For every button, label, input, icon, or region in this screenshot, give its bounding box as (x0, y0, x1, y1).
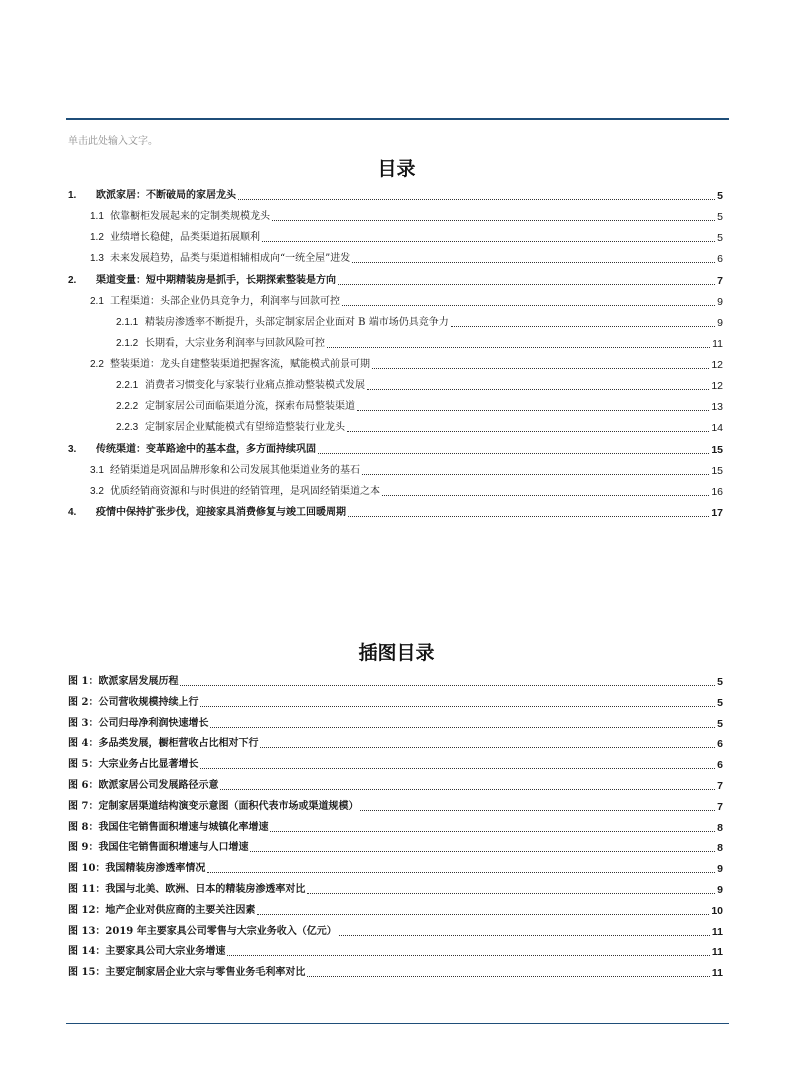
dot-leader (367, 388, 709, 390)
dot-leader (238, 198, 715, 200)
figure-entry-page: 6 (717, 738, 723, 750)
toc-entry-number: 3.2 (90, 486, 104, 497)
toc-entry-number: 1. (68, 190, 77, 201)
dot-leader (272, 219, 715, 221)
figure-entry-title: 图 13：2019 年主要家具公司零售与大宗业务收入（亿元） (68, 926, 337, 937)
figures-title: 插图目录 (358, 642, 435, 664)
toc-entry-title: 传统渠道：变革路途中的基本盘，多方面持续巩固 (96, 444, 316, 455)
figure-entry[interactable] (68, 799, 723, 813)
toc-entry[interactable] (68, 188, 723, 202)
toc-entry[interactable] (68, 273, 723, 287)
dot-leader (270, 830, 715, 832)
dot-leader (200, 767, 715, 769)
toc-entry-number: 3. (68, 444, 77, 455)
toc-entry-number: 2.1.2 (116, 338, 139, 349)
toc-entry-page: 12 (711, 359, 723, 371)
table-of-contents (68, 188, 723, 518)
figure-entry-title: 图 8：我国住宅销售面积增速与城镇化率增速 (68, 822, 269, 833)
toc-entry-title: 工程渠道：头部企业仍具竞争力，利润率与回款可控 (110, 296, 340, 307)
toc-entry-page: 5 (717, 232, 723, 244)
dot-leader (220, 788, 715, 790)
figure-entry-page: 7 (717, 801, 723, 813)
toc-entry-number: 1.3 (90, 253, 104, 264)
list-of-figures (68, 674, 723, 994)
toc-entry-page: 15 (711, 465, 723, 477)
toc-entry-number: 2.1.1 (116, 317, 139, 328)
toc-entry-title: 经销渠道是巩固品牌形象和公司发展其他渠道业务的基石 (110, 465, 360, 476)
toc-entry-title: 定制家居企业赋能模式有望缔造整装行业龙头 (145, 422, 345, 433)
toc-entry[interactable] (68, 336, 723, 350)
dot-leader (250, 850, 715, 852)
toc-entry-title: 未来发展趋势，品类与渠道相辅相成向“一统全屋”进发 (110, 253, 351, 264)
toc-entry[interactable] (68, 209, 723, 223)
toc-entry-title: 定制家居公司面临渠道分流，探索布局整装渠道 (145, 401, 355, 412)
figure-entry-page: 10 (711, 905, 723, 917)
toc-entry-page: 6 (717, 253, 723, 265)
toc-entry[interactable] (68, 484, 723, 498)
dot-leader (360, 809, 715, 811)
figure-entry-page: 5 (717, 697, 723, 709)
toc-entry[interactable] (68, 505, 723, 519)
toc-entry-number: 1.1 (90, 211, 104, 222)
toc-entry-page: 12 (711, 380, 723, 392)
toc-entry-number: 2.2.1 (116, 380, 139, 391)
dot-leader (342, 304, 715, 306)
toc-entry-number: 1.2 (90, 232, 104, 243)
dot-leader (200, 705, 715, 707)
dot-leader (327, 346, 710, 348)
toc-entry-number: 2.2.3 (116, 422, 139, 433)
figure-entry[interactable] (68, 861, 723, 875)
toc-entry[interactable] (68, 251, 723, 265)
toc-entry-number: 2.2 (90, 359, 104, 370)
figure-entry-title: 图 14：主要家具公司大宗业务增速 (68, 946, 226, 957)
toc-entry-page: 15 (711, 444, 723, 456)
dot-leader (257, 913, 709, 915)
dot-leader (451, 325, 715, 327)
figure-entry-page: 5 (717, 676, 723, 688)
figure-entry-page: 9 (717, 884, 723, 896)
toc-entry-title: 依靠橱柜发展起来的定制类规模龙头 (110, 211, 270, 222)
figure-entry-page: 7 (717, 780, 723, 792)
figure-entry-title: 图 9：我国住宅销售面积增速与人口增速 (68, 842, 249, 853)
dot-leader (227, 954, 709, 956)
toc-entry-number: 2.2.2 (116, 401, 139, 412)
header-placeholder-text[interactable]: 单击此处输入文字。 (68, 136, 158, 147)
dot-leader (362, 473, 709, 475)
dot-leader (382, 494, 709, 496)
toc-entry-page: 17 (711, 507, 723, 519)
figure-entry[interactable] (68, 820, 723, 834)
figure-entry-title: 图 4：多品类发展，橱柜营收占比相对下行 (68, 738, 259, 749)
figure-entry-title: 图 1：欧派家居发展历程 (68, 676, 179, 687)
toc-entry-page: 5 (717, 211, 723, 223)
figure-entry[interactable] (68, 695, 723, 709)
figure-entry[interactable] (68, 944, 723, 958)
figure-entry-page: 5 (717, 718, 723, 730)
toc-entry[interactable] (68, 230, 723, 244)
figure-entry[interactable] (68, 778, 723, 792)
dot-leader (210, 726, 715, 728)
dot-leader (372, 367, 709, 369)
figure-entry[interactable] (68, 965, 723, 979)
toc-entry-number: 3.1 (90, 465, 104, 476)
dot-leader (348, 515, 709, 517)
figure-entry-page: 6 (717, 759, 723, 771)
figure-entry[interactable] (68, 924, 723, 938)
toc-entry[interactable] (68, 315, 723, 329)
figure-entry-title: 图 6：欧派家居公司发展路径示意 (68, 780, 219, 791)
toc-entry[interactable] (68, 399, 723, 413)
toc-entry-title: 业绩增长稳健，品类渠道拓展顺利 (110, 232, 260, 243)
dot-leader (260, 746, 715, 748)
dot-leader (357, 409, 709, 411)
toc-entry-title: 欧派家居：不断破局的家居龙头 (96, 190, 236, 201)
toc-entry-page: 16 (711, 486, 723, 498)
figure-entry[interactable] (68, 736, 723, 750)
figure-entry-title: 图 3：公司归母净利润快速增长 (68, 718, 209, 729)
footer-rule (66, 1023, 729, 1024)
toc-entry[interactable] (68, 463, 723, 477)
toc-entry-page: 9 (717, 317, 723, 329)
figure-entry[interactable] (68, 882, 723, 896)
figure-entry[interactable] (68, 840, 723, 854)
toc-entry-number: 4. (68, 507, 77, 518)
dot-leader (180, 684, 715, 686)
figure-entry[interactable] (68, 757, 723, 771)
toc-entry[interactable] (68, 420, 723, 434)
toc-entry-title: 长期看，大宗业务利润率与回款风险可控 (145, 338, 325, 349)
toc-entry-page: 14 (711, 422, 723, 434)
figure-entry-title: 图 11：我国与北美、欧洲、日本的精装房渗透率对比 (68, 884, 306, 895)
toc-entry[interactable] (68, 294, 723, 308)
dot-leader (207, 871, 715, 873)
figure-entry-title: 图 12：地产企业对供应商的主要关注因素 (68, 905, 256, 916)
figure-entry-title: 图 7：定制家居渠道结构演变示意图（面积代表市场或渠道规模） (68, 801, 359, 812)
figure-entry-title: 图 10：我国精装房渗透率情况 (68, 863, 206, 874)
header-rule (66, 118, 729, 120)
figure-entry-title: 图 5：大宗业务占比显著增长 (68, 759, 199, 770)
dot-leader (338, 283, 715, 285)
toc-entry-page: 5 (717, 190, 723, 202)
dot-leader (262, 240, 715, 242)
toc-entry-title: 精装房渗透率不断提升，头部定制家居企业面对 B 端市场仍具竞争力 (145, 317, 449, 328)
figure-entry[interactable] (68, 716, 723, 730)
figure-entry-page: 8 (717, 842, 723, 854)
dot-leader (318, 452, 709, 454)
toc-entry-title: 渠道变量：短中期精装房是抓手，长期探索整装是方向 (96, 275, 336, 286)
figure-entry-page: 11 (711, 967, 723, 979)
figure-entry-page: 9 (717, 863, 723, 875)
figure-entry-title: 图 2：公司营收规模持续上行 (68, 697, 199, 708)
toc-entry-page: 9 (717, 296, 723, 308)
figure-entry-page: 11 (711, 946, 723, 958)
figure-entry-title: 图 15：主要定制家居企业大宗与零售业务毛利率对比 (68, 967, 306, 978)
toc-entry-number: 2. (68, 275, 77, 286)
toc-entry[interactable] (68, 357, 723, 371)
toc-entry-title: 整装渠道：龙头自建整装渠道把握客流，赋能模式前景可期 (110, 359, 370, 370)
figure-entry[interactable] (68, 674, 723, 688)
toc-entry[interactable] (68, 378, 723, 392)
dot-leader (307, 975, 709, 977)
toc-entry-page: 13 (711, 401, 723, 413)
toc-entry-title: 优质经销商资源和与时俱进的经销管理，是巩固经销渠道之本 (110, 486, 380, 497)
figure-entry[interactable] (68, 903, 723, 917)
figure-entry-page: 11 (711, 926, 723, 938)
dot-leader (339, 934, 710, 936)
toc-entry-title: 疫情中保持扩张步伐，迎接家具消费修复与竣工回暖周期 (96, 507, 346, 518)
toc-entry-page: 7 (717, 275, 723, 287)
dot-leader (352, 261, 715, 263)
figure-entry-page: 8 (717, 822, 723, 834)
toc-title: 目录 (377, 158, 416, 180)
dot-leader (307, 892, 715, 894)
toc-entry-number: 2.1 (90, 296, 104, 307)
dot-leader (347, 430, 709, 432)
toc-entry-page: 11 (712, 338, 723, 350)
toc-entry[interactable] (68, 442, 723, 456)
toc-entry-title: 消费者习惯变化与家装行业痛点推动整装模式发展 (145, 380, 365, 391)
